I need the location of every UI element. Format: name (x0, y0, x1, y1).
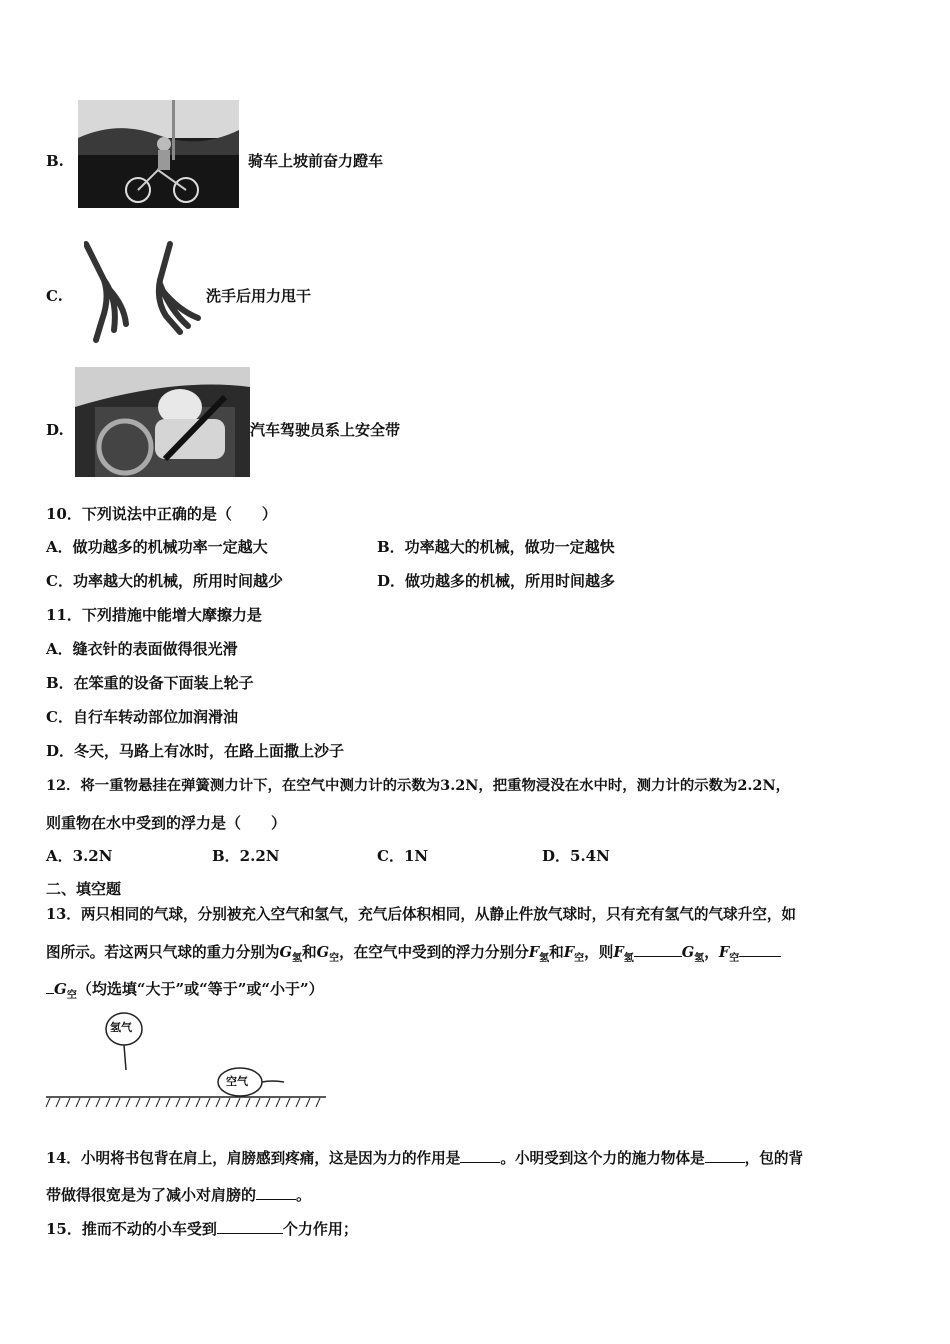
q10-option-d: D．做功越多的机械，所用时间越多 (377, 572, 616, 590)
q13-line3: $G_空$（均选填“大于”或“等于”或“小于”） (46, 979, 324, 1006)
q10-option-c: C．功率越大的机械，所用时间越少 (46, 572, 283, 590)
option-letter-c: C. (46, 287, 63, 305)
q14-blank-1[interactable] (460, 1148, 500, 1163)
option-letter-d: D. (46, 421, 64, 439)
cyclist-image (78, 100, 239, 208)
q13-line2: 图所示。若这两只气球的重力分别为$G_氢$和$G_空$，在空气中受到的浮力分别分$F_氢$和$F_空$，则$F_氢$ $G_氢$，$F_空$ (46, 942, 781, 969)
balloon-hydrogen-label: 氢气 (110, 1021, 132, 1034)
q14-line1: 14．小明将书包背在肩上，肩膀感到疼痛，这是因为力的作用是 。小明受到这个力的施力物体是 ，包的背 (46, 1150, 804, 1167)
q12-option-c: C．1N (377, 847, 429, 865)
q11-option-d: D．冬天，马路上有冰时，在路上面撒上沙子 (46, 742, 345, 760)
q11-option-c: C．自行车转动部位加润滑油 (46, 708, 238, 726)
q11-stem: 11．下列措施中能增大摩擦力是 (46, 606, 262, 624)
q12-line1: 12．将一重物悬挂在弹簧测力计下，在空气中测力计的示数为3.2N，把重物浸没在水中时，测力计的示数为2.2N， (46, 777, 790, 794)
option-b-caption: 骑车上坡前奋力蹬车 (248, 152, 384, 170)
q10-option-a: A．做功越多的机械功率一定越大 (46, 538, 268, 556)
q12-option-b: B．2.2N (212, 847, 280, 865)
balloon-air-label: 空气 (226, 1075, 248, 1088)
q10-option-b: B．功率越大的机械，做功一定越快 (377, 538, 615, 556)
q14-blank-2[interactable] (705, 1148, 745, 1163)
option-c-caption: 洗手后用力甩干 (206, 287, 312, 305)
q12-option-a: A．3.2N (46, 847, 113, 865)
q12-option-d: D．5.4N (542, 847, 610, 865)
hands-image (84, 240, 202, 346)
q13-blank-1[interactable] (634, 942, 682, 957)
q10-stem: 10．下列说法中正确的是（ ） (46, 505, 277, 523)
section-heading-fill-blank: 二、填空题 (46, 880, 122, 898)
q11-option-a: A．缝衣针的表面做得很光滑 (46, 640, 238, 658)
q15-line: 15．推而不动的小车受到 个力作用； (46, 1220, 358, 1238)
q15-blank[interactable] (217, 1219, 283, 1234)
option-letter-b: B. (46, 152, 64, 170)
q12-line2: 则重物在水中受到的浮力是（ ） (46, 814, 287, 832)
q13-line1: 13．两只相同的气球，分别被充入空气和氢气，充气后体积相同，从静止件放气球时，只有充有氢气的气球升空，如 (46, 906, 797, 923)
balloon-figure (44, 1010, 329, 1110)
option-d-caption: 汽车驾驶员系上安全带 (250, 421, 401, 439)
q13-blank-2a[interactable] (739, 942, 781, 957)
q14-blank-3[interactable] (256, 1185, 296, 1200)
q14-line2: 带做得很宽是为了减小对肩膀的 。 (46, 1186, 312, 1204)
driver-seatbelt-image (75, 367, 250, 477)
q13-blank-2b[interactable] (46, 979, 54, 994)
q11-option-b: B．在笨重的设备下面装上轮子 (46, 674, 254, 692)
